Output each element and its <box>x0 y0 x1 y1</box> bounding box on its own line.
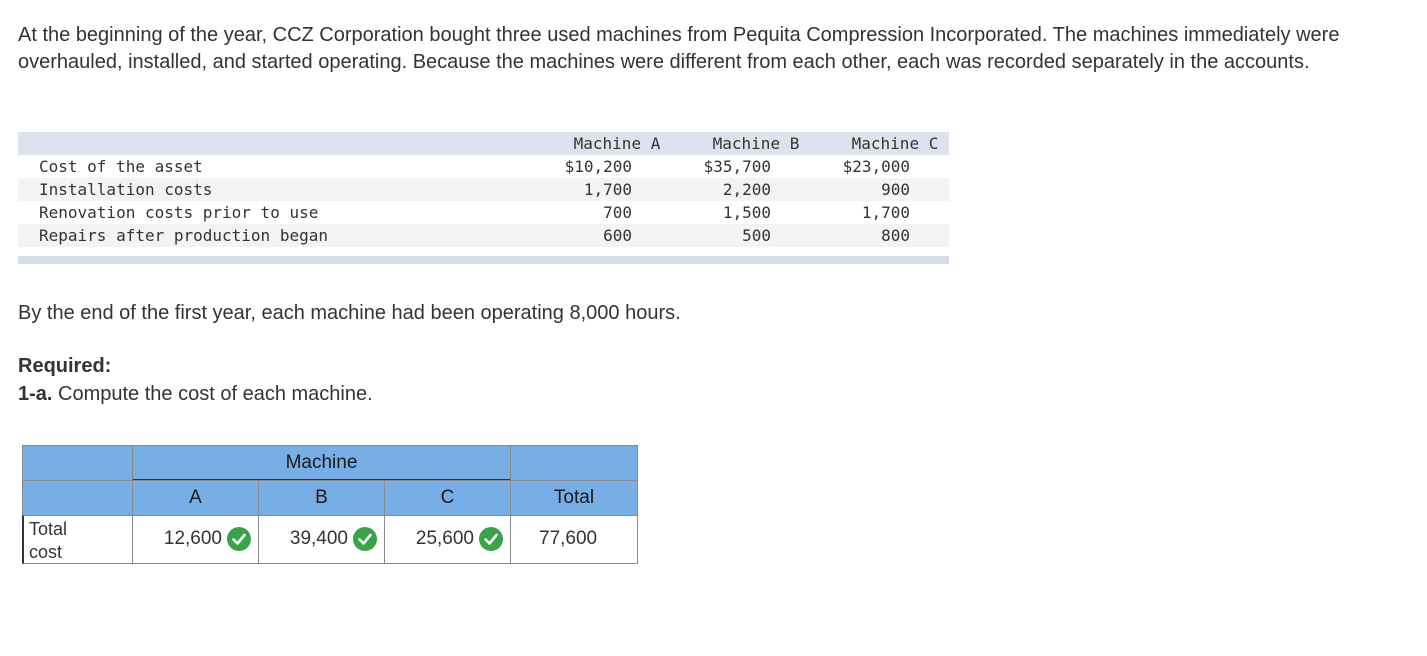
header-empty-cell <box>22 480 133 516</box>
answer-cell-a[interactable] <box>132 515 259 564</box>
value-machine-c: 1,700 <box>861 203 910 222</box>
column-header-b <box>258 480 385 516</box>
table-row <box>18 201 949 224</box>
column-b-label: B <box>315 487 328 508</box>
answer-value-total: 77,600 <box>539 528 598 549</box>
requirement-number: 1-a. <box>18 383 53 405</box>
table-row <box>18 155 949 178</box>
problem-intro: At the beginning of the year, CCZ Corporation bought three used machines from Pequita Compression Incorporated. The machines immediately were overhauled, installed, and started operating. Because the machines were different from each other, each was recorded separately in the accounts. <box>18 24 1340 73</box>
header-machine-c: Machine C <box>851 134 939 153</box>
hours-paragraph: By the end of the first year, each machine had been operating 8,000 hours. <box>18 302 681 324</box>
value-machine-a: 1,700 <box>583 180 632 199</box>
answer-value-b: 39,400 <box>289 528 348 549</box>
value-machine-b: $35,700 <box>703 157 771 176</box>
machine-group-label: Machine <box>285 452 358 473</box>
check-circle-icon <box>353 527 377 551</box>
value-machine-a: $10,200 <box>564 157 632 176</box>
answer-cell-total <box>510 515 638 564</box>
requirement-text: Compute the cost of each machine. <box>52 383 373 405</box>
table-bottom-rule <box>18 256 949 264</box>
value-machine-a: 600 <box>603 226 632 245</box>
value-machine-c: 900 <box>881 180 910 199</box>
required-heading: Required: <box>18 355 112 377</box>
row-label: Repairs after production began <box>39 226 328 245</box>
requirement-1a <box>18 381 373 407</box>
value-machine-c: $23,000 <box>842 157 910 176</box>
row-label: Cost of the asset <box>39 157 203 176</box>
machine-cost-table <box>18 132 949 264</box>
total-cost-label-cell <box>22 515 133 564</box>
row-label: Total cost <box>29 519 68 562</box>
machine-group-header <box>132 445 511 481</box>
answer-table <box>22 445 638 564</box>
check-circle-icon <box>227 527 251 551</box>
value-machine-b: 2,200 <box>722 180 771 199</box>
value-machine-b: 1,500 <box>722 203 771 222</box>
answer-value-c: 25,600 <box>415 528 474 549</box>
column-header-total <box>510 480 638 516</box>
table-row <box>18 178 949 201</box>
row-label: Installation costs <box>39 180 213 199</box>
column-total-label: Total <box>553 487 595 508</box>
check-circle-icon <box>479 527 503 551</box>
column-header-c <box>384 480 511 516</box>
column-c-label: C <box>440 487 455 508</box>
answer-cell-b[interactable] <box>258 515 385 564</box>
row-label: Renovation costs prior to use <box>39 203 319 222</box>
answer-cell-c[interactable] <box>384 515 511 564</box>
value-machine-b: 500 <box>742 226 771 245</box>
header-machine-a: Machine A <box>573 134 661 153</box>
table-row <box>18 224 949 247</box>
header-machine-b: Machine B <box>712 134 800 153</box>
column-header-a <box>132 480 259 516</box>
header-empty-cell <box>22 445 133 481</box>
column-a-label: A <box>189 487 202 508</box>
value-machine-a: 700 <box>603 203 632 222</box>
value-machine-c: 800 <box>881 226 910 245</box>
answer-value-a: 12,600 <box>163 528 222 549</box>
data-table-header-row <box>18 132 949 155</box>
header-empty-cell <box>510 445 638 481</box>
